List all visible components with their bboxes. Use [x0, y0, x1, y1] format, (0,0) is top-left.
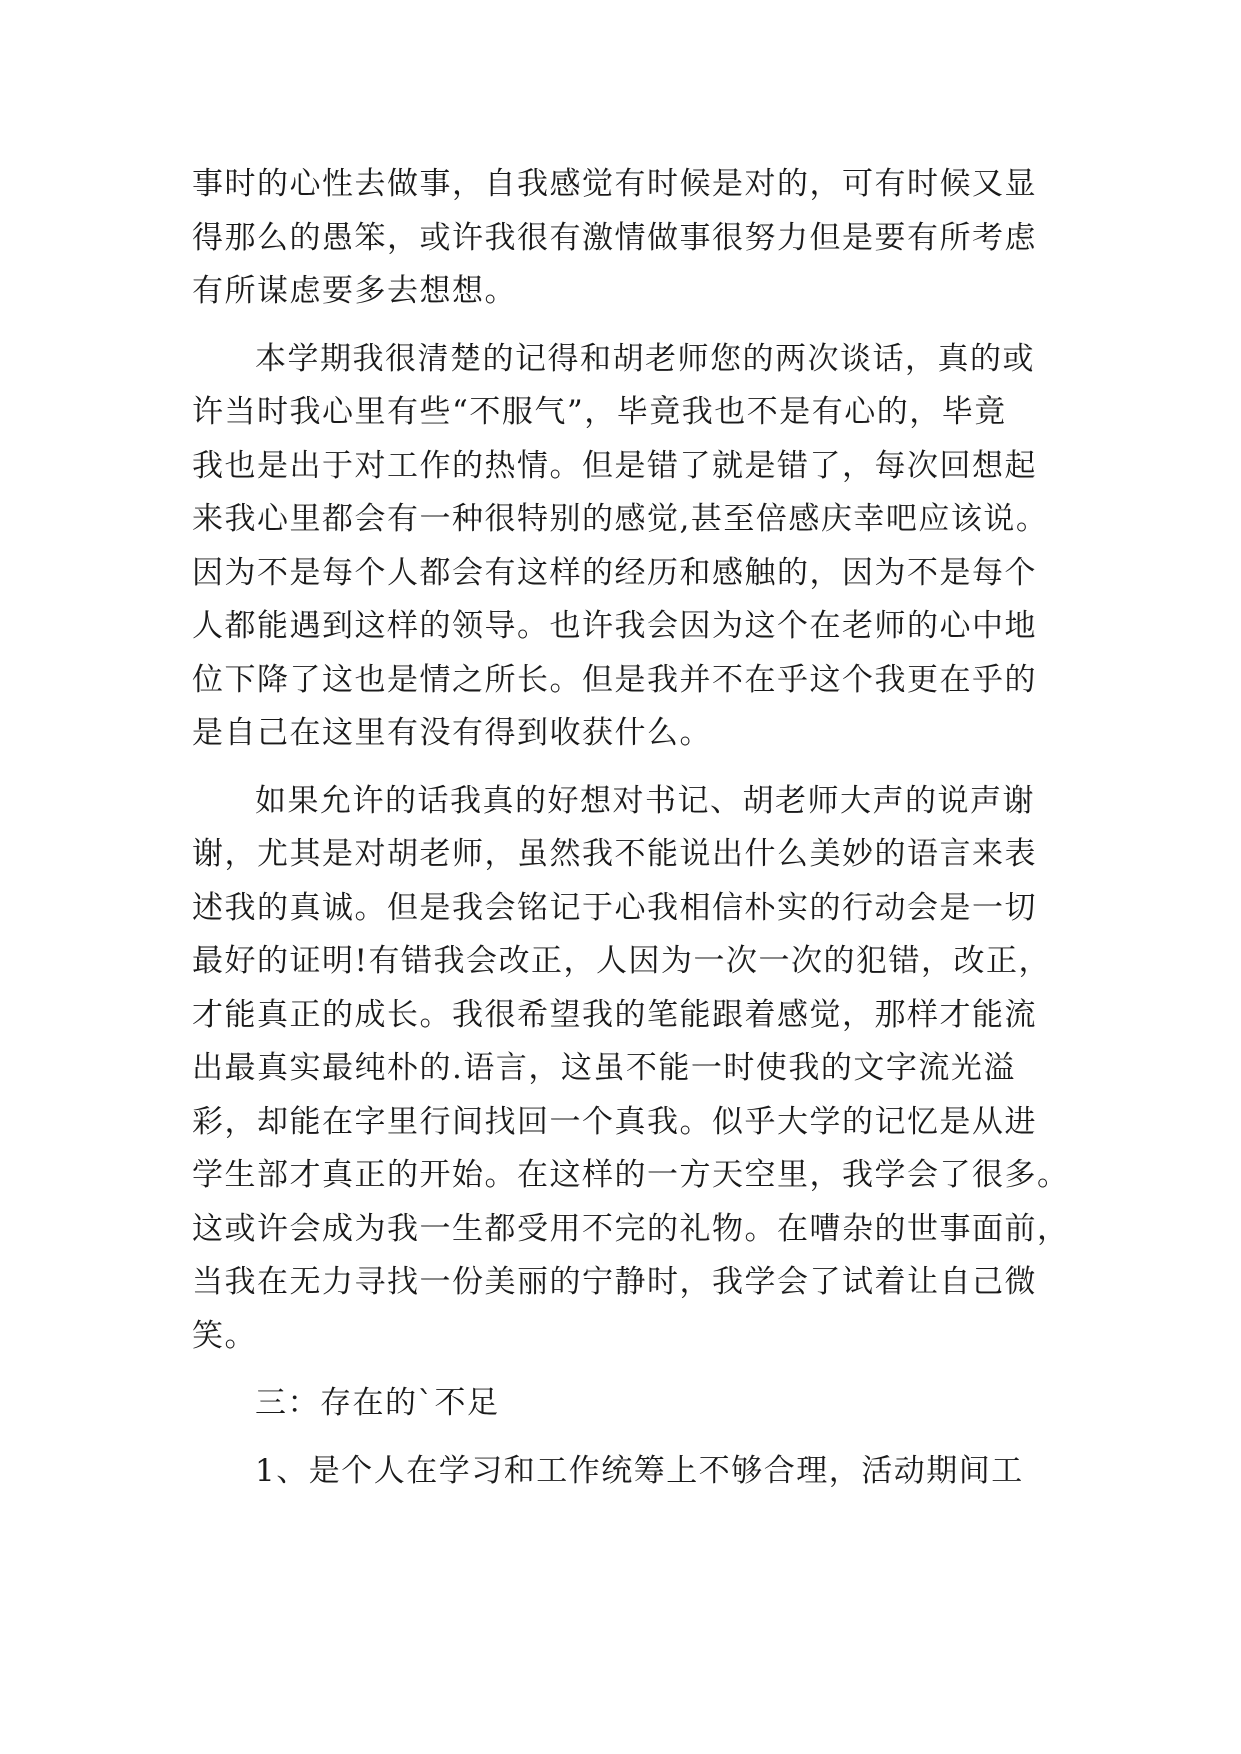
text-line: 许当时我心里有些“不服气”，毕竟我也不是有心的，毕竟: [192, 394, 1007, 430]
text-line: 这或许会成为我一生都受用不完的礼物。在嘈杂的世事面前，: [192, 1210, 1070, 1247]
text-line: 最好的证明!有错我会改正，人因为一次一次的犯错，改正，: [192, 943, 1051, 979]
section-heading: [192, 1377, 1052, 1431]
text-line: 1、是个人在学习和工作统筹上不够合理，活动期间工: [255, 1452, 1024, 1489]
text-line: 事时的心性去做事，自我感觉有时候是对的，可有时候又显: [192, 166, 1037, 202]
text-line: 本学期我很清楚的记得和胡老师您的两次谈话，真的或: [255, 340, 1035, 377]
paragraph-1: [192, 158, 1052, 319]
text-line: 因为不是每个人都会有这样的经历和感触的，因为不是每个: [192, 554, 1037, 591]
paragraph-2: [192, 333, 1052, 761]
text-line: 才能真正的成长。我很希望我的笔能跟着感觉，那样才能流: [192, 996, 1037, 1033]
heading-line: 三：存在的`不足: [255, 1385, 500, 1421]
text-line: 位下降了这也是情之所长。但是我并不在乎这个我更在乎的: [192, 661, 1037, 698]
text-line: 彩，却能在字里行间找回一个真我。似乎大学的记忆是从进: [192, 1103, 1037, 1140]
text-line: 学生部才真正的开始。在这样的一方天空里，我学会了很多。: [192, 1157, 1070, 1193]
text-line: 谢，尤其是对胡老师，虽然我不能说出什么美妙的语言来表: [192, 836, 1037, 872]
text-line: 述我的真诚。但是我会铭记于心我相信朴实的行动会是一切: [192, 889, 1037, 926]
text-line: 人都能遇到这样的领导。也许我会因为这个在老师的心中地: [192, 608, 1037, 644]
text-line: 是自己在这里有没有得到收获什么。: [192, 715, 712, 751]
text-line: 出最真实最纯朴的.语言，这虽不能一时使我的文字流光溢: [192, 1050, 1016, 1086]
text-line: 来我心里都会有一种很特别的感觉,甚至倍感庆幸吧应该说。: [192, 501, 1049, 537]
text-line: 我也是出于对工作的热情。但是错了就是错了，每次回想起: [192, 447, 1037, 484]
document-body: [192, 158, 1070, 1512]
paragraph-3: [192, 775, 1070, 1364]
text-line: 当我在无力寻找一份美丽的宁静时，我学会了试着让自己微: [192, 1264, 1037, 1300]
text-line: 有所谋虑要多去想想。: [192, 273, 517, 309]
text-line: 如果允许的话我真的好想对书记、胡老师大声的说声谢: [255, 782, 1035, 819]
text-line: 笑。: [192, 1317, 257, 1354]
paragraph-5: [192, 1445, 1052, 1499]
text-line: 得那么的愚笨，或许我很有激情做事很努力但是要有所考虑: [192, 219, 1037, 256]
